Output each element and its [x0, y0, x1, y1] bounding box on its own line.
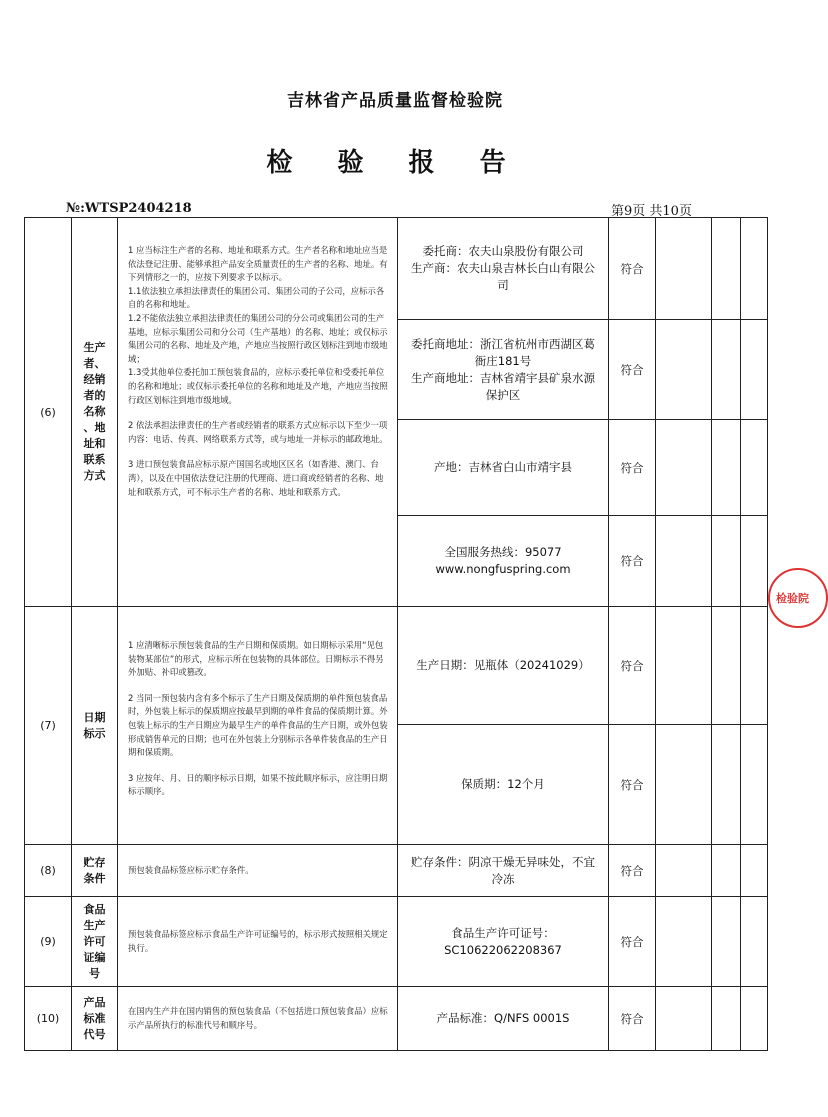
item-name-line: 产品 [83, 995, 106, 1009]
requirement-paragraph: 1 应清晰标示预包装食品的生产日期和保质期。如日期标示采用“见包装物某部位”的形式，应标示所在包装物的具体部位。日期标示不得另外加贴、补印或篡改。 [128, 640, 384, 678]
item-name-line: 食品 [83, 902, 106, 916]
item-name-line: 标示 [83, 726, 106, 740]
table-row [25, 987, 768, 1051]
inspection-table-wrapper [24, 217, 768, 1051]
report-number: №:WTSP2404218 [66, 201, 192, 216]
inspection-item [72, 845, 118, 897]
inspection-result-value [398, 845, 609, 897]
inspection-result-value [398, 420, 609, 516]
inspection-table [24, 217, 768, 1051]
inspection-result-value [398, 320, 609, 420]
inspection-result-value [398, 987, 609, 1051]
conformity-verdict: 符合 [609, 845, 656, 897]
requirement-paragraph: 1.1依法独立承担法律责任的集团公司、集团公司的子公司，应标示各自的名称和地址。 [128, 285, 385, 310]
item-number: (7) [25, 607, 72, 845]
result-value-line: 贮存条件：阴凉干燥无异味处，不宜冷冻 [411, 854, 595, 886]
empty-cell [712, 897, 741, 987]
inspection-result-value [398, 897, 609, 987]
empty-cell [656, 320, 712, 420]
inspection-item [72, 897, 118, 987]
item-name-line: 、地 [83, 421, 106, 434]
empty-cell [741, 516, 768, 607]
empty-cell [656, 725, 712, 845]
standard-requirement [118, 845, 398, 897]
item-name-line: 代号 [83, 1027, 106, 1041]
requirement-paragraph: 3 进口预包装食品应标示原产国国名或地区区名（如香港、澳门、台湾），以及在中国依法登记注册的代理商、进口商或经销者的名称、地址和联系方式，可不标示生产者的名称、地址和联系方式。 [128, 459, 384, 497]
item-name-line: 证编 [83, 950, 106, 964]
requirement-paragraph: 1.3受其他单位委托加工预包装食品的，应标示委托单位和受委托单位的名称和地址；或仅标示委托单位的名称和地址及产地，产地应当按照行政区划标注到地市级地域。 [128, 367, 388, 405]
requirement-paragraph: 在国内生产并在国内销售的预包装食品（不包括进口预包装食品）应标示产品所执行的标准代号和顺序号。 [128, 1005, 388, 1030]
item-name-line: 联系 [83, 453, 106, 466]
conformity-verdict: 符合 [609, 516, 656, 607]
result-value-line: www.nongfuspring.com [435, 562, 571, 576]
requirement-paragraph: 1 应当标注生产者的名称、地址和联系方式。生产者名称和地址应当是依法登记注册、能够承担产品安全质量责任的生产者的名称、地址。有下列情形之一的，应按下列要求予以标示。 [128, 245, 388, 283]
requirement-paragraph [128, 446, 389, 458]
requirement-paragraph: 2 当同一预包装内含有多个标示了生产日期及保质期的单件预包装食品时，外包装上标示的保质期应按最早到期的单件食品的保质期计算。外包装上标示的生产日期应为最早生产的单件食品的生产日期，或外包装形成销售单元的日期；也可在外包装上分别标示各单件装食品的生产日期和保质期。 [128, 692, 388, 758]
empty-cell [712, 725, 741, 845]
empty-cell [741, 987, 768, 1051]
item-name-line: 贮存 [83, 855, 106, 869]
empty-cell [741, 607, 768, 725]
result-value-line: 全国服务热线：95077 [444, 545, 562, 559]
item-name-line: 日期 [83, 710, 106, 724]
report-title: 检 验 报 告 [266, 148, 524, 178]
table-row [25, 845, 768, 897]
item-name-line: 者的 [83, 389, 106, 402]
result-value-line: 产品标准：Q/NFS 0001S [436, 1011, 570, 1025]
empty-cell [712, 420, 741, 516]
conformity-verdict: 符合 [609, 218, 656, 320]
seal-text: 检验院 [776, 592, 809, 605]
empty-cell [712, 516, 741, 607]
item-number: (9) [25, 897, 72, 987]
empty-cell [741, 218, 768, 320]
requirement-paragraph [128, 680, 389, 692]
requirement-paragraph: 1.2不能依法独立承担法律责任的集团公司的分公司或集团公司的生产基地，应标示集团公司和分公司（生产基地）的名称、地址；或仅标示集团公司的名称、地址及产地，产地应当按照行政区划标注到地市级地域； [128, 312, 388, 364]
standard-requirement [118, 987, 398, 1051]
result-value-line: 委托商地址：浙江省杭州市西湖区葛衙庄181号 [411, 336, 595, 368]
page-indicator: 第9页 共10页 [611, 204, 692, 219]
inspection-result-value [398, 607, 609, 725]
empty-cell [712, 218, 741, 320]
table-row [25, 897, 768, 987]
item-number: (8) [25, 845, 72, 897]
item-name-line: 生产 [83, 341, 106, 354]
result-value-line: 生产商：农夫山泉吉林长白山有限公司 [411, 261, 595, 292]
result-value-line: 食品生产许可证号： [451, 925, 555, 940]
requirement-paragraph: 预包装食品标签应标示食品生产许可证编号的，标示形式按照相关规定执行。 [128, 928, 388, 953]
item-name-line: 名称 [83, 405, 106, 418]
item-name-line: 标准 [83, 1011, 106, 1025]
inspection-result-value [398, 725, 609, 845]
conformity-verdict: 符合 [609, 897, 656, 987]
empty-cell [741, 420, 768, 516]
result-value-line: 委托商：农夫山泉股份有限公司 [422, 244, 584, 258]
conformity-verdict: 符合 [609, 725, 656, 845]
empty-cell [712, 607, 741, 725]
empty-cell [712, 320, 741, 420]
inspection-result-value [398, 516, 609, 607]
result-value-line: 产地：吉林省白山市靖宇县 [434, 460, 572, 474]
empty-cell [656, 987, 712, 1051]
inspection-item [72, 607, 118, 845]
inspection-item [72, 218, 118, 607]
issuing-organization: 吉林省产品质量监督检验院 [287, 91, 503, 111]
result-value-line: 保质期：12个月 [461, 777, 545, 791]
item-name-line: 址和 [83, 437, 106, 450]
item-name-line: 条件 [83, 871, 106, 885]
empty-cell [741, 845, 768, 897]
official-seal-stamp [768, 568, 828, 628]
requirement-paragraph: 预包装食品标签应标示贮存条件。 [128, 864, 254, 875]
empty-cell [741, 725, 768, 845]
requirement-paragraph: 3 应按年、月、日的顺序标示日期，如果不按此顺序标示，应注明日期标示顺序。 [128, 772, 388, 797]
item-name-line: 许可 [83, 934, 106, 948]
conformity-verdict: 符合 [609, 607, 656, 725]
result-value-line: SC10622062208367 [444, 942, 562, 957]
table-row [25, 218, 768, 320]
requirement-paragraph [128, 760, 389, 772]
empty-cell [741, 320, 768, 420]
item-name-line: 生产 [83, 918, 106, 932]
empty-cell [656, 218, 712, 320]
empty-cell [712, 987, 741, 1051]
table-row [25, 607, 768, 725]
item-name-line: 方式 [83, 469, 106, 482]
empty-cell [656, 607, 712, 725]
item-number: (6) [25, 218, 72, 607]
conformity-verdict: 符合 [609, 320, 656, 420]
conformity-verdict: 符合 [609, 987, 656, 1051]
result-value-line: 生产日期：见瓶体（20241029） [416, 658, 590, 672]
standard-requirement [118, 607, 398, 845]
conformity-verdict: 符合 [609, 420, 656, 516]
requirement-paragraph: 2 依法承担法律责任的生产者或经销者的联系方式应标示以下至少一项内容：电话、传真、网络联系方式等，或与地址一并标示的邮政地址。 [128, 420, 388, 444]
item-number: (10) [25, 987, 72, 1051]
empty-cell [656, 845, 712, 897]
result-value-line: 生产商地址：吉林省靖宇县矿泉水源保护区 [411, 370, 595, 402]
standard-requirement [118, 897, 398, 987]
empty-cell [656, 420, 712, 516]
requirement-paragraph [128, 407, 389, 419]
empty-cell [656, 897, 712, 987]
inspection-item [72, 987, 118, 1051]
inspection-result-value [398, 218, 609, 320]
empty-cell [741, 897, 768, 987]
empty-cell [656, 516, 712, 607]
item-name-line: 号 [89, 966, 100, 980]
item-name-line: 者、 [83, 357, 106, 370]
item-name-line: 经销 [83, 373, 106, 386]
standard-requirement [118, 218, 398, 607]
empty-cell [712, 845, 741, 897]
